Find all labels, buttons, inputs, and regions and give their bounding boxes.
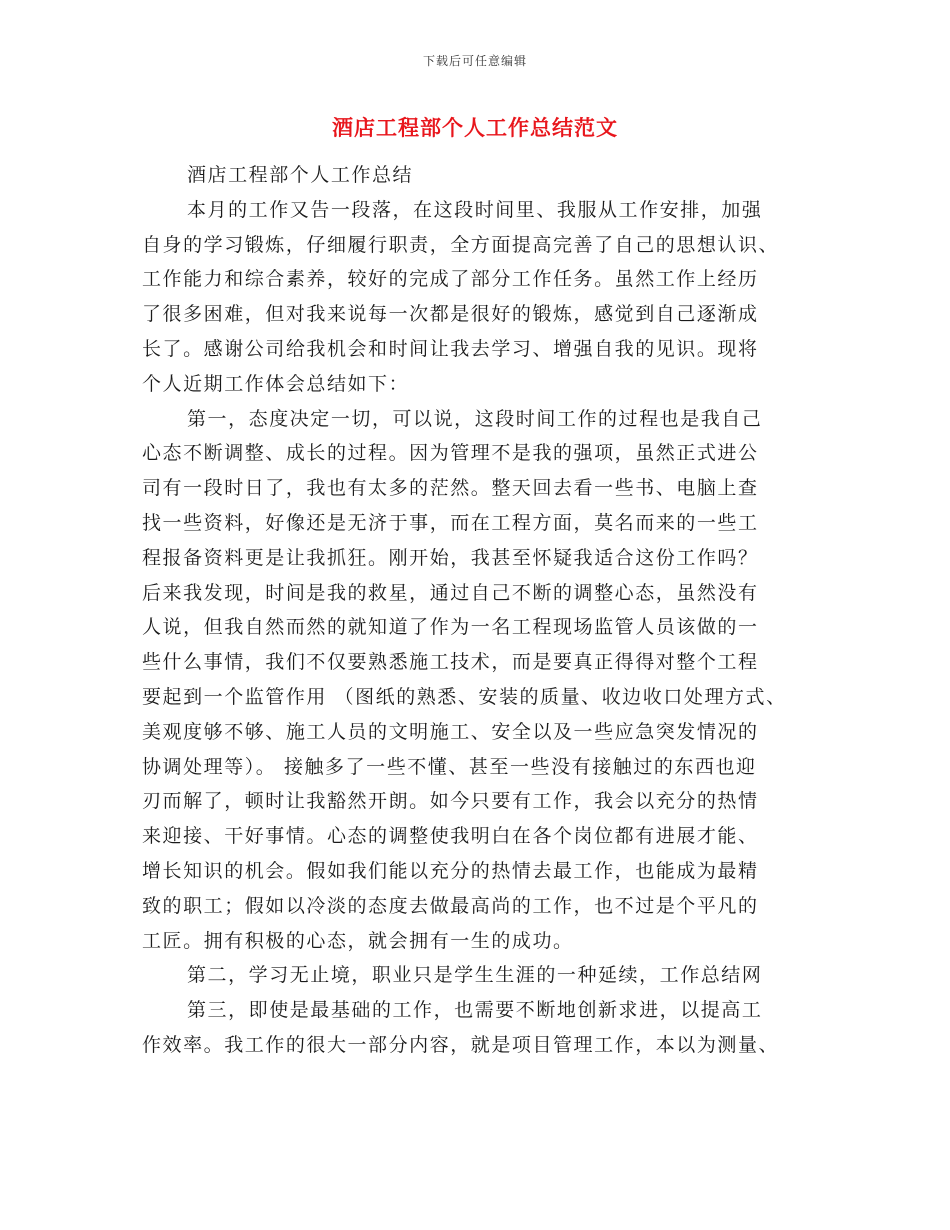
text-line: 致的职工；假如以冷淡的态度去做最高尚的工作，也不过是个平凡的 <box>142 894 759 917</box>
text-line: 刃而解了，顿时让我豁然开朗。如今只要有工作，我会以充分的热情 <box>142 790 759 813</box>
text-line: 增长知识的机会。假如我们能以充分的热情去最工作，也能成为最精 <box>142 859 759 882</box>
text-line: 第一，态度决定一切，可以说，这段时间工作的过程也是我自己 <box>187 407 763 430</box>
text-line: 些什么事情，我们不仅要熟悉施工技术，而是要真正得得对整个工程 <box>142 651 759 674</box>
text-line: 第三，即使是最基础的工作，也需要不断地创新求进，以提高工 <box>187 999 763 1022</box>
text-line: 司有一段时日了，我也有太多的茫然。整天回去看一些书、电脑上查 <box>142 477 759 500</box>
text-line: 自身的学习锻炼，仔细履行职责，全方面提高完善了自己的思想认识、 <box>142 233 780 256</box>
text-line: 了很多困难，但对我来说每一次都是很好的锻炼，感觉到自己逐渐成 <box>142 303 759 326</box>
text-line: 酒店工程部个人工作总结 <box>187 164 414 186</box>
text-line: 找一些资料，好像还是无济于事，而在工程方面，莫名而来的一些工 <box>142 511 759 534</box>
page-header: 下载后可任意编辑 <box>422 54 527 68</box>
text-line: 人说，但我自然而然的就知道了作为一名工程现场监管人员该做的一 <box>142 616 759 639</box>
text-line: 第二，学习无止境，职业只是学生生涯的一种延续，工作总结网 <box>187 964 763 987</box>
text-line: 要起到一个监管作用 （图纸的熟悉、安装的质量、收边收口处理方式、 <box>142 685 787 708</box>
text-line: 协调处理等）。 接触多了一些不懂、甚至一些没有接触过的东西也迎 <box>142 755 757 778</box>
text-line: 本月的工作又告一段落，在这段时间里、我服从工作安排，加强 <box>187 198 763 221</box>
document-body <box>142 158 822 1063</box>
text-line: 后来我发现，时间是我的救星，通过自己不断的调整心态，虽然没有 <box>142 581 759 604</box>
text-line: 程报备资料更是让我抓狂。刚开始，我甚至怀疑我适合这份工作吗？ <box>142 546 759 569</box>
text-line: 来迎接、干好事情。心态的调整使我明白在各个岗位都有进展才能、 <box>142 825 759 848</box>
text-line: 心态不断调整、成长的过程。因为管理不是我的强项，虽然正式进公 <box>142 442 759 465</box>
text-line: 长了。感谢公司给我机会和时间让我去学习、增强自我的见识。现将 <box>142 337 759 360</box>
text-line: 工作能力和综合素养，较好的完成了部分工作任务。虽然工作上经历 <box>142 268 759 291</box>
text-line: 个人近期工作体会总结如下： <box>142 372 410 395</box>
text-line: 作效率。我工作的很大一部分内容，就是项目管理工作，本以为测量、 <box>142 1033 780 1056</box>
text-line: 工匠。拥有积极的心态，就会拥有一生的成功。 <box>142 929 574 952</box>
document-title: 酒店工程部个人工作总结范文 <box>332 115 618 140</box>
text-line: 美观度够不够、施工人员的文明施工、安全以及一些应急突发情况的 <box>142 720 759 743</box>
